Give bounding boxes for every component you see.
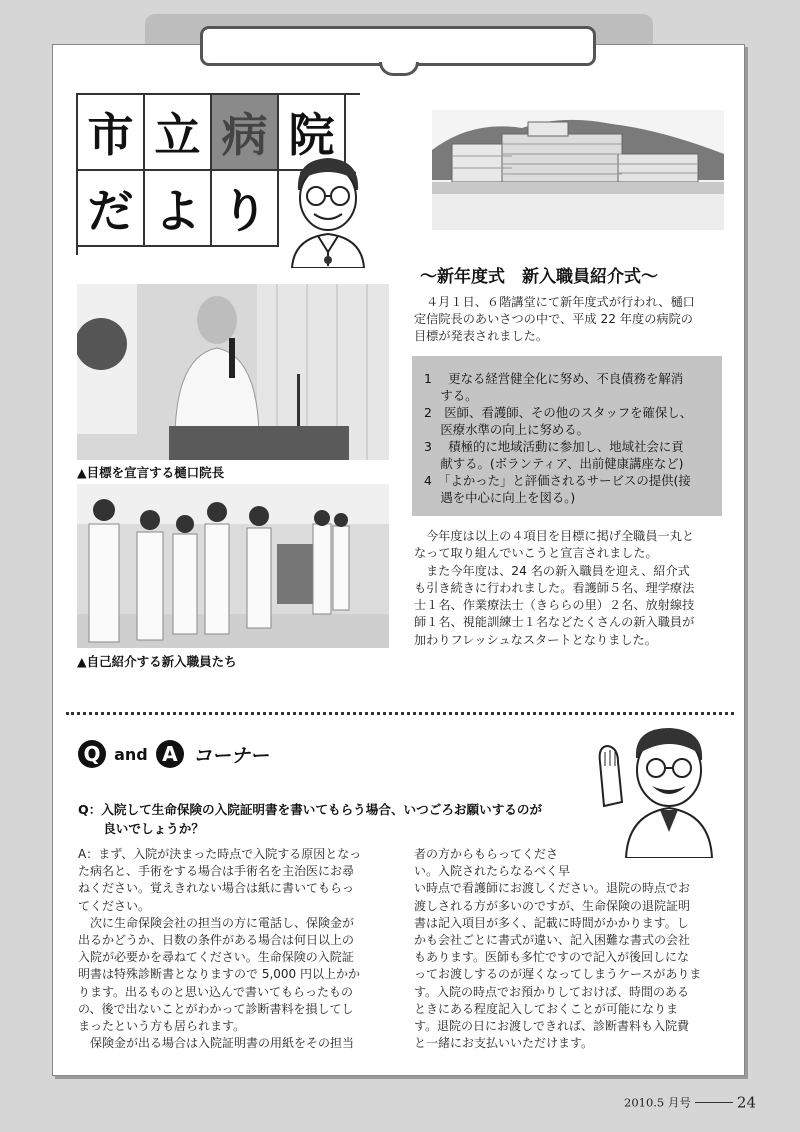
answer-line: い時点で看護師にお渡しください。退院の時点でお [414,881,691,896]
title-char: 病 [212,95,279,171]
new-staff-photo [77,484,389,648]
section-divider [66,712,734,715]
answer-line: い。入院されたらなるべく早 [414,864,571,879]
body-line: 師１名、視能訓練士１名などたくさんの新入職員が [414,615,695,630]
qa-title-and: and [114,744,148,764]
goal-line: 遇を中心に向上を図る。) [424,490,576,505]
title-char: 市 [78,95,145,171]
goal-line: 1 更なる経営健全化に努め、不良債務を解消 [424,371,684,386]
body-line: も引き続きに行われました。看護師５名、理学療法 [414,580,695,595]
article-heading: ～新年度式 新入職員紹介式～ [420,267,658,287]
question-line: 良いでしょうか？ [78,821,204,836]
binder-clip [200,26,596,66]
title-char: だ [78,171,145,247]
answer-line: 次に生命保険会社の担当の方に電話し、保険金が [78,915,355,930]
answer-line: てください。 [78,898,151,913]
answer-line: の、後で出ないことがわかって診断書料を損してし [78,1001,354,1016]
article-intro [414,294,730,345]
waving-doctor-illustration [596,722,722,858]
goal-line: 4 「よかった」と評価されるサービスの提供(接 [424,473,691,488]
qa-title-q: Q [78,740,106,768]
body-line: 加わりフレッシュなスタートとなりました。 [414,632,657,647]
qa-corner-title [78,740,269,776]
edition-label: 2010.5 月号 [624,1095,691,1110]
doctor-mascot-illustration [288,150,368,268]
qa-title-a: A [156,740,184,768]
body-line: また今年度は、24 名の新入職員を迎え、紹介式 [426,563,690,578]
qa-question [78,800,598,838]
footer-rule [695,1102,733,1103]
title-char: り [212,171,279,247]
hospital-building-photo [432,110,724,230]
question-line: Q：入院して生命保険の入院証明書を書いてもらう場合、いつごろお願いするのが [78,802,543,817]
answer-line: まったという方も居られます。 [78,1019,246,1034]
answer-line: 渡しされる方が多いのですが、生命保険の退院証明 [414,898,691,913]
goal-line: 献する。(ボランティア、出前健康講座など) [424,456,684,471]
goals-box [412,356,722,516]
qa-answer-left [78,846,400,1052]
answer-line: 保険金が出る場合は入院証明書の用紙をその担当 [78,1036,355,1051]
answer-line: もあります。医師も多忙ですので記入が後回しにな [414,950,690,965]
goal-line: 2 医師、看護師、その他のスタッフを確保し、 [424,405,693,420]
answer-line: 入院が必要かを尋ねてください。生命保険の入院証 [78,950,354,965]
answer-line: ります。出るものと思い込んで書いてもらったもの [78,984,354,999]
title-char: よ [145,171,212,247]
goal-line: する。 [424,388,478,403]
answer-line: ときにある程度記入しておくことが可能になりま [414,1001,679,1016]
answer-line: ってお渡しするのが遅くなってしまうケースがありま [414,967,702,982]
director-speech-photo [77,284,389,460]
answer-line: た病名と、手術をする場合は手術名を主治医にお尋 [78,864,355,879]
qa-title-corner: コーナー [192,744,269,767]
intro-line: 目標が発表されました。 [414,329,549,343]
photo1-caption: ▲目標を宣言する樋口院長 [77,465,225,480]
answer-line: ねください。覚えきれない場合は紙に書いてもらっ [78,881,355,896]
answer-line: A：まず、入院が決まった時点で入院する原因となっ [78,847,362,861]
answer-line: と一緒にお支払いいただけます。 [414,1036,594,1051]
page-number: 24 [736,1093,756,1112]
answer-line: す。退院の日にお渡しできれば、診断書料も入院費 [414,1019,690,1034]
body-line: なって取り組んでいこうと宣言されました。 [414,546,658,561]
answer-line: 出るかどうか、日数の条件がある場合は何日以上の [78,933,355,948]
body-line: 今年度は以上の４項目を目標に掲げ全職員一丸と [426,529,695,543]
title-char: 立 [145,95,212,171]
title-char: 院 [279,95,346,171]
body-line: 士１名、作業療法士（きららの里）２名、放射線技 [414,598,695,613]
answer-line: 書は記入項目が多く、記載に時間がかかります。し [414,915,689,930]
answer-line: 者の方からもらってくださ [414,847,559,861]
answer-line: かも会社ごとに書式が違い、記入困難な書式の会社 [414,933,691,948]
page-footer [624,1092,756,1112]
photo2-caption: ▲自己紹介する新入職員たち [77,654,237,669]
goal-line: 医療水準の向上に努める。 [424,422,590,437]
intro-line: 定信院長のあいさつの中で、平成 22 年度の病院の [414,312,693,326]
answer-line: 明書は特殊診断書となりますので 5,000 円以上かか [78,967,360,982]
qa-answer-right [414,846,732,1052]
intro-line: ４月１日、６階講堂にて新年度式が行われ、樋口 [426,295,695,309]
article-body [414,528,730,649]
goal-line: 3 積極的に地域活動に参加し、地域社会に貢 [424,439,684,454]
answer-line: す。入院の時点でお預かりしておけば、時間のある [414,984,690,999]
